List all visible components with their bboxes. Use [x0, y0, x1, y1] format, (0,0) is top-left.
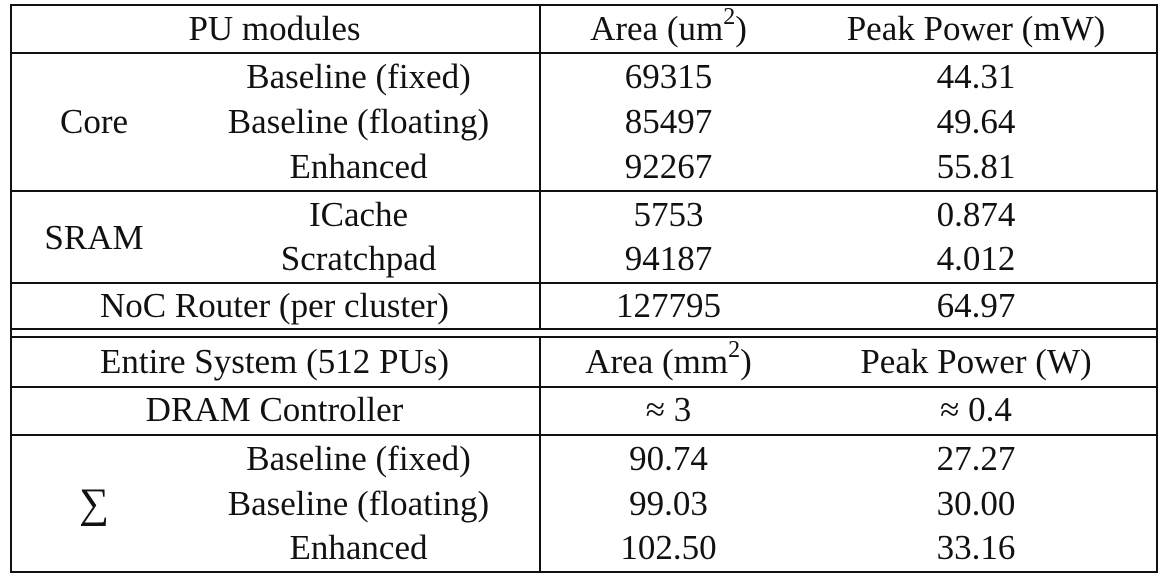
dram-name: DRAM Controller [145, 390, 404, 429]
sram-row-power: 0.874 [936, 195, 1016, 234]
header-area-label: Area (um [590, 9, 724, 48]
header-modules-label: PU modules [188, 9, 361, 48]
system-header-label: Entire System (512 PUs) [99, 342, 449, 381]
header-area-close: ) [735, 9, 747, 48]
header-power-label: Peak Power (mW) [846, 9, 1106, 48]
core-row-power: 55.81 [936, 147, 1016, 186]
sum-row-power: 27.27 [936, 439, 1016, 478]
sum-row-area: 99.03 [629, 484, 708, 523]
system-header-power: Peak Power (W) [860, 342, 1092, 381]
sram-row-area: 5753 [633, 195, 704, 234]
core-row-name: Baseline (floating) [227, 102, 490, 141]
sum-row-power: 33.16 [936, 528, 1016, 567]
core-group-label: Core [59, 102, 129, 141]
system-header-area [541, 339, 796, 385]
sum-row-power: 30.00 [936, 484, 1016, 523]
core-row-area: 69315 [624, 57, 713, 96]
core-row-name: Baseline (fixed) [246, 57, 471, 96]
dram-power: ≈ 0.4 [940, 390, 1012, 429]
sram-row-name: ICache [308, 195, 409, 234]
header-area [541, 6, 796, 52]
dram-area: ≈ 3 [645, 390, 692, 429]
core-row-power: 44.31 [936, 57, 1016, 96]
system-header-area-exponent: 2 [728, 337, 741, 364]
header-power [796, 6, 1156, 52]
header-area-exponent: 2 [723, 4, 736, 31]
sram-group-label: SRAM [44, 218, 144, 257]
sum-row-area: 90.74 [629, 439, 708, 478]
noc-name: NoC Router (per cluster) [100, 286, 449, 325]
sram-row-power: 4.012 [936, 239, 1016, 278]
core-row-power: 49.64 [936, 102, 1016, 141]
vrule-right [1156, 4, 1158, 573]
system-header-area-close: ) [740, 342, 752, 381]
core-row-area: 85497 [624, 102, 713, 141]
sram-row-area: 94187 [624, 239, 713, 278]
sum-row-name: Baseline (floating) [227, 484, 490, 523]
sum-row-area: 102.50 [620, 528, 717, 567]
system-header-area-label: Area (mm [585, 342, 729, 381]
results-table [10, 4, 1158, 573]
core-row-name: Enhanced [289, 147, 428, 186]
noc-power: 64.97 [936, 286, 1016, 325]
sram-row-name: Scratchpad [280, 239, 437, 278]
rule-double-b [10, 336, 1158, 338]
rule-bottom [10, 571, 1158, 573]
sum-row-name: Enhanced [289, 528, 428, 567]
sum-row-name: Baseline (fixed) [246, 439, 471, 478]
core-row-area: 92267 [624, 147, 713, 186]
header-modules [10, 6, 539, 52]
sum-symbol: ∑ [79, 481, 109, 527]
noc-area: 127795 [616, 286, 721, 325]
